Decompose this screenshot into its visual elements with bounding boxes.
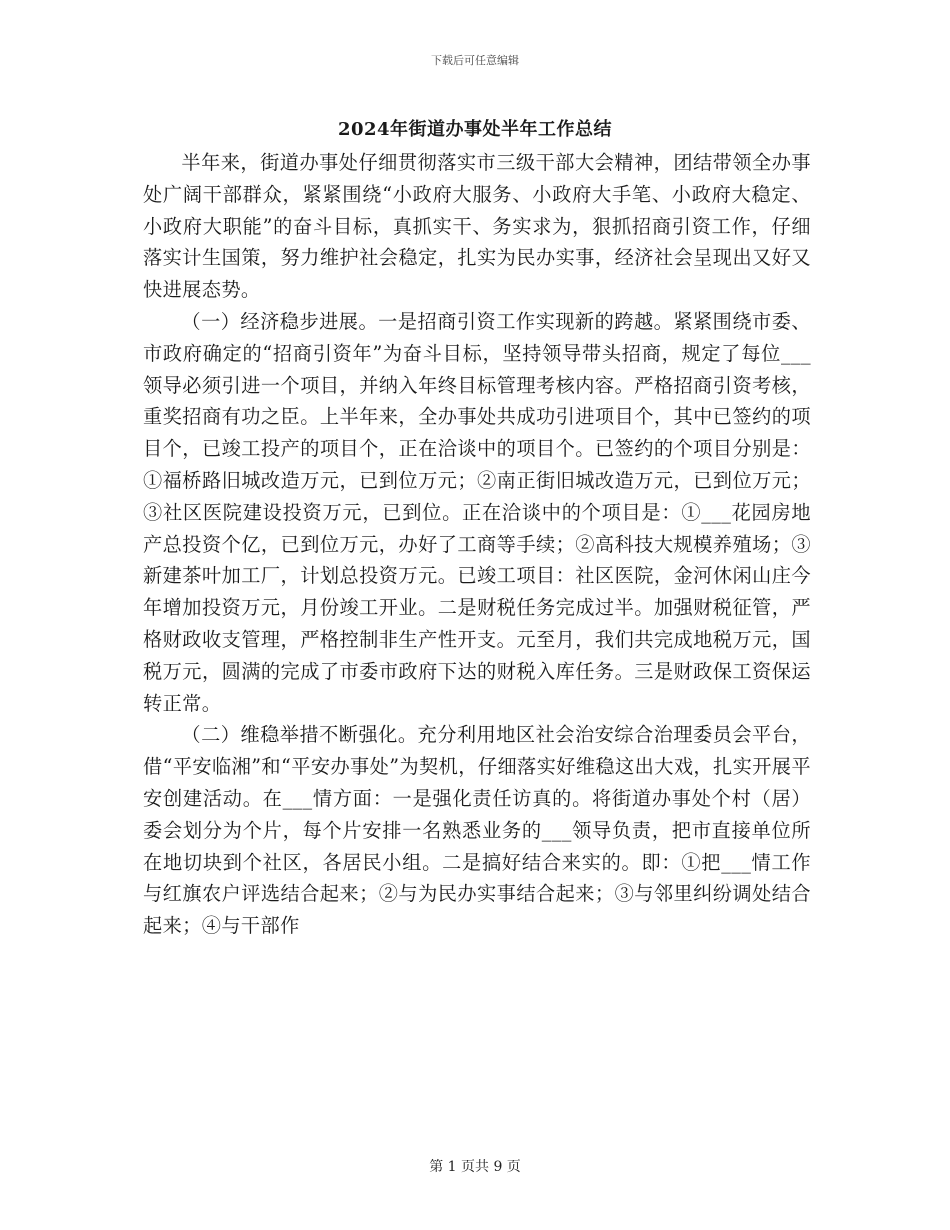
page-header: 下载后可任意编辑 [431, 54, 519, 67]
document-body [143, 147, 811, 942]
document-title: 2024年街道办事处半年工作总结 [337, 119, 613, 140]
paragraph-economy: （一）经济稳步进展。一是招商引资工作实现新的跨越。紧紧围绕市委、市政府确定的“招商引资年”为奋斗目标，坚持领导带头招商，规定了每位___领导必须引进一个项目，并纳入年终目标管理考核内容。严格招商引资考核，重奖招商有功之臣。上半年来，全办事处共成功引进项目个，其中已签约的项目个，已竣工投产的项目个，正在洽谈中的项目个。已签约的个项目分别是：①福桥路旧城改造万元，已到位万元；②南正街旧城改造万元，已到位万元；③社区医院建设投资万元，已到位。正在洽谈中的个项目是：①___花园房地产总投资个亿，已到位万元，办好了工商等手续；②高科技大规模养殖场；③新建茶叶加工厂，计划总投资万元。已竣工项目：社区医院，金河休闲山庄今年增加投资万元，月份竣工开业。二是财税任务完成过半。加强财税征管，严格财政收支管理，严格控制非生产性开支。元至月，我们共完成地税万元，国税万元，圆满的完成了市委市政府下达的财税入库任务。三是财政保工资保运转正常。 [143, 309, 811, 715]
page-footer: 第 1 页共 9 页 [429, 1159, 521, 1175]
paragraph-stability: （二）维稳举措不断强化。充分利用地区社会治安综合治理委员会平台，借“平安临湘”和“平安办事处”为契机，仔细落实好维稳这出大戏，扎实开展平安创建活动。在___情方面：一是强化责任访真的。将街道办事处个村（居）委会划分为个片，每个片安排一名熟悉业务的___领导负责，把市直接单位所在地切块到个社区，各居民小组。二是搞好结合来实的。即：①把___情工作与红旗农户评选结合起来；②与为民办实事结合起来；③与邻里纠纷调处结合起来；④与干部作 [143, 723, 811, 938]
paragraph-intro: 半年来，街道办事处仔细贯彻落实市三级干部大会精神，团结带领全办事处广阔干部群众，紧紧围绕“小政府大服务、小政府大手笔、小政府大稳定、小政府大职能”的奋斗目标，真抓实干、务实求为，狠抓招商引资工作，仔细落实计生国策，努力维护社会稳定，扎实为民办实事，经济社会呈现出又好又快进展态势。 [143, 151, 811, 302]
